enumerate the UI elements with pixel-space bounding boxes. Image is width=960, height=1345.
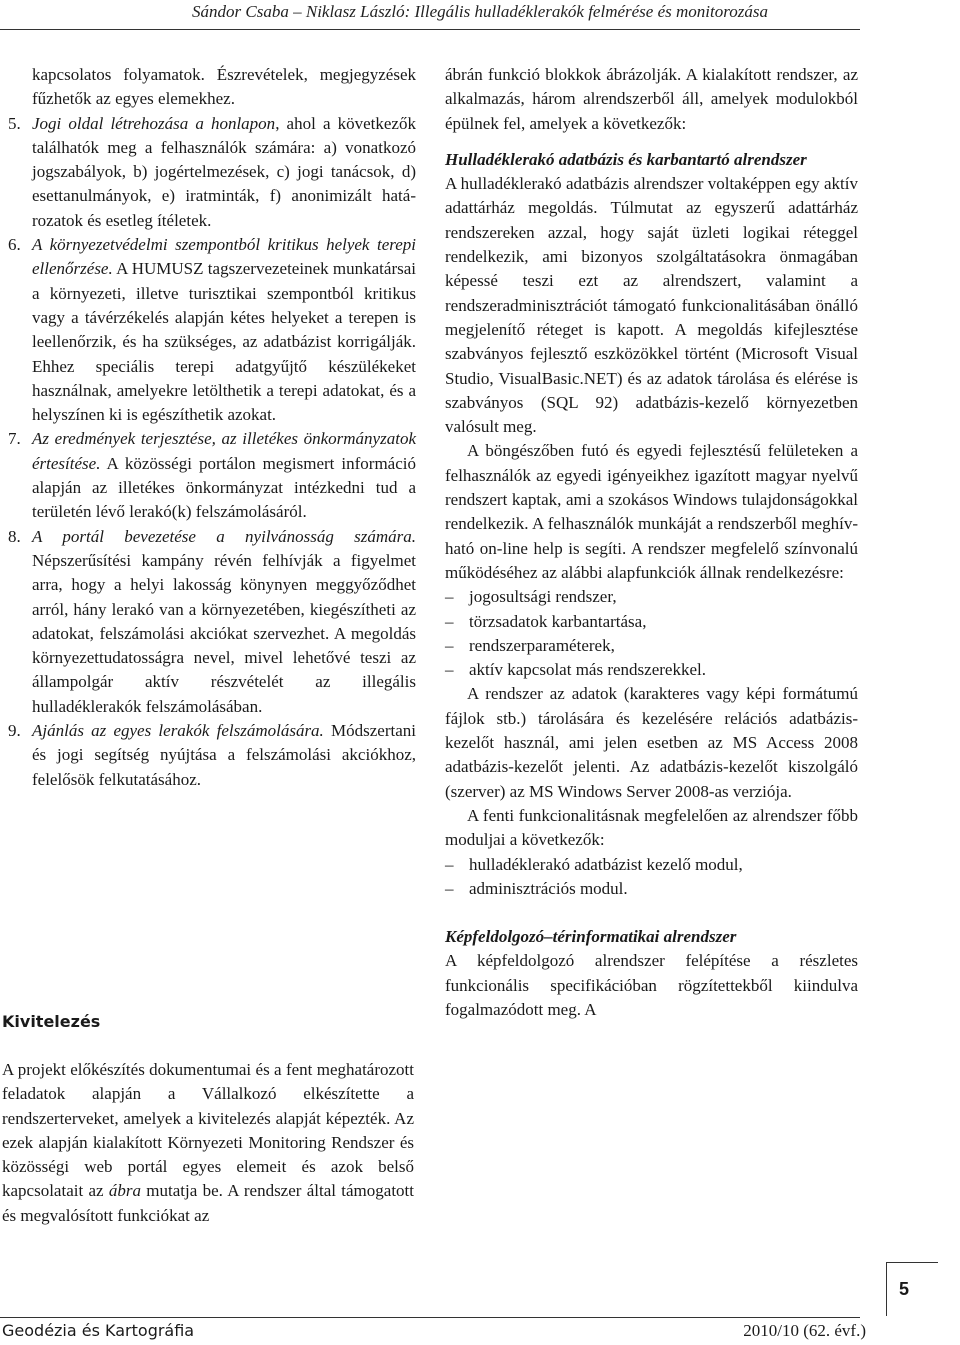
item-number: 6. [8, 235, 21, 255]
list-item-text: törzsadatok karbantartása, [469, 611, 647, 631]
paragraph-database: A hulladéklerakó adatbázis alrendszer voltaképpen egy aktív adattárház megoldás. Túlmutat az egyszerű adattárház rendszereken azzal, hogy saját üzleti logikai réteggel rendelkezik, ami bizonyos szolgáltatásokra önmagában képessé teszi ezt az alrendszert, valamint a rendszeradminisztrációt támogató funkcionalitásában önálló megjelenítő réteget is kapott. A megoldás kifejlesztése szabványos fejlesztő eszközökkel történt (Microsoft Visual Studio, VisualBasic.NET) és az adatok tárolása és elérése is szabványos (SQL 92) adatbázis-kezelő környezetben valósult meg. [445, 174, 858, 437]
list-item: – törzsadatok karbantartása, [445, 611, 647, 631]
section-kivitelezes [2, 1010, 414, 1228]
footer-rule [0, 1317, 860, 1318]
page-number: 5 [886, 1262, 938, 1316]
right-column [445, 63, 858, 1022]
list-item-text: aktív kapcsolat más rendszerekkel. [469, 660, 706, 680]
paragraph-storage: A rendszer az adatok (karakteres vagy képi formátumú fájlok stb.) tárolására és kezelésére relációs adatbázis-kezelőt használ, ami jelen esetben az MS Access 2008 adatbázis-kezelőt jelenti. Az adatbázis-kezelőt kiszolgáló (szerver) az MS Windows Server 2008-as verziója. [445, 684, 858, 801]
list-item-7 [8, 427, 416, 524]
item-number: 5. [8, 113, 21, 133]
item-number: 8. [8, 526, 21, 546]
item-title: Jogi oldal létrehozása a honlapon [32, 113, 276, 133]
paragraph-imaging: A képfeldolgozó alrendszer felépítése a részletes funkcionális specifikációban rögzítettekből kiindulva fogalmazódott meg. A [445, 951, 858, 1019]
list-item-8 [8, 525, 416, 719]
figure-reference: ábra [108, 1181, 141, 1201]
item-body: A HUMUSZ tagszervezeteinek munkatársai a környezeti, illetve turisztikai szempontból kritikus vagy a távérzékelés alapján kétes helyeket a terepen is leellenőrzik, és ha szükséges, az adatbázist korrigálják. Ehhez speciális terepi adatgyűjtő készülékeket használnak, amelyekre letölthetik a terepi adatokat, és a helyszínen ki is egészíthetik azokat. [32, 259, 416, 425]
item-body: , ahol a következők találhatók meg a felhasználók számára: a) vonatkozó jogszabályok, b) jogértelmezések, c) jogi tanácsok, d) esettanulmányok, e) iratminták, f) anonimizált határozatok és esetleg ítéletek. [32, 113, 416, 230]
list-item: – jogosultsági rendszer, [445, 587, 617, 607]
list-item: – rendszerparaméterek, [445, 635, 615, 655]
item-title: A környezetvédelmi szempontból kritikus helyek terepi ellenőrzése. [32, 235, 416, 279]
subsection-heading-database: Hulladéklerakó adatbázis és karbantartó alrendszer [445, 149, 807, 169]
paragraph-text: A projekt előkészítés dokumentumai és a fent meghatározott feladatok alapján a Vállalkozó elkészítette a rendszerterveket, amelyek a kivitelezés alapját képezték. Az ezek alapján kialakított Környezeti Monitoring Rendszer és közösségi web portál egyes elemeit és azok belső kapcsolatait az [2, 1060, 414, 1201]
paragraph-modules: A fenti funkcionalitásnak megfelelően az alrendszer főbb moduljai a következők: [445, 805, 858, 850]
section-heading: Kivitelezés [2, 1012, 101, 1031]
paragraph-browser: A böngészőben futó és egyedi fejlesztésű felületeken a felhasználók az egyedi igényeikhez igazított magyar nyelvű rendszert kaptak, ami a szokásos Windows tulajdonságokkal rendelkezik. A felhasználók munkáját a rendszerből meghívható on-line help is segíti. A rendszer megfelelő színvonalú működéséhez az alábbi alapfunkciók állnak rendelkezésre: [445, 441, 858, 582]
list-item: – hulladéklerakó adatbázist kezelő modul, [445, 854, 743, 874]
header-rule [0, 29, 860, 30]
item-number: 7. [8, 429, 21, 449]
left-column [8, 63, 416, 792]
paragraph-intro: ábrán funkció blokkok ábrázolják. A kialakított rendszer, az alkalmazás, három alrendszerből áll, amelyek modulokból épülnek fel, amelyek a következők: [445, 65, 858, 133]
list-item-text: adminisztrációs modul. [469, 878, 628, 898]
paragraph-text-end: mutatja be. A rendszer által támogatott és megvalósított funkciókat az [2, 1181, 414, 1225]
list-item-text: rendszerparaméterek, [469, 635, 615, 655]
list-item-text: jogosultsági rendszer, [469, 587, 617, 607]
list-item-6 [8, 233, 416, 427]
journal-name: Geodézia és Kartográfia [2, 1321, 195, 1340]
list-item-text: hulladéklerakó adatbázist kezelő modul, [469, 854, 743, 874]
running-header: Sándor Csaba – Niklasz László: Illegális hulladéklerakók felmérése és monitorozása [192, 2, 768, 21]
item-body: Népszerűsítési kampány révén felhívják a figyelmet arra, hogy a helyi lakosság könynyen meggyőződhet arról, hány lerakó van a környezetében, kiegészítheti az adatokat, felszámolási akciókat szervezhet. A megoldás környezettudatosságra nevel, mivel lehetővé teszi az állampolgár aktív részvételét az illegális hulladéklerakók felszámolásában. [32, 550, 416, 716]
subsection-heading-imaging: Képfeldolgozó–térinformatikai alrendszer [445, 927, 737, 947]
item-body: Módszertani és jogi segítség nyújtása a felszámolási akciókhoz, felelősök felkutatásához. [32, 721, 416, 789]
list-item: – aktív kapcsolat más rendszerekkel. [445, 660, 706, 680]
list-item-9 [8, 719, 416, 792]
intro-paragraph: kapcsolatos folyamatok. Észrevételek, megjegyzések fűzhetők az egyes elemekhez. [32, 65, 416, 109]
section-paragraph [2, 1058, 414, 1228]
item-body: A közösségi portálon megismert információ alapján az illetékes önkormányzat intézkedni tud a területén lévő lerakó(k) felszámolásáról. [32, 453, 416, 522]
item-title: Az eredmények terjesztése, az illetékes önkormányzatok értesítése. [32, 429, 416, 473]
item-title: Ajánlás az egyes lerakók felszámolására. [32, 721, 324, 741]
item-title: A portál bevezetése a nyilvánosság számára. [32, 526, 416, 546]
issue-label: 2010/10 (62. évf.) [743, 1321, 866, 1340]
list-item: – adminisztrációs modul. [445, 878, 628, 898]
item-number: 9. [8, 721, 21, 741]
list-item-5 [8, 112, 416, 233]
